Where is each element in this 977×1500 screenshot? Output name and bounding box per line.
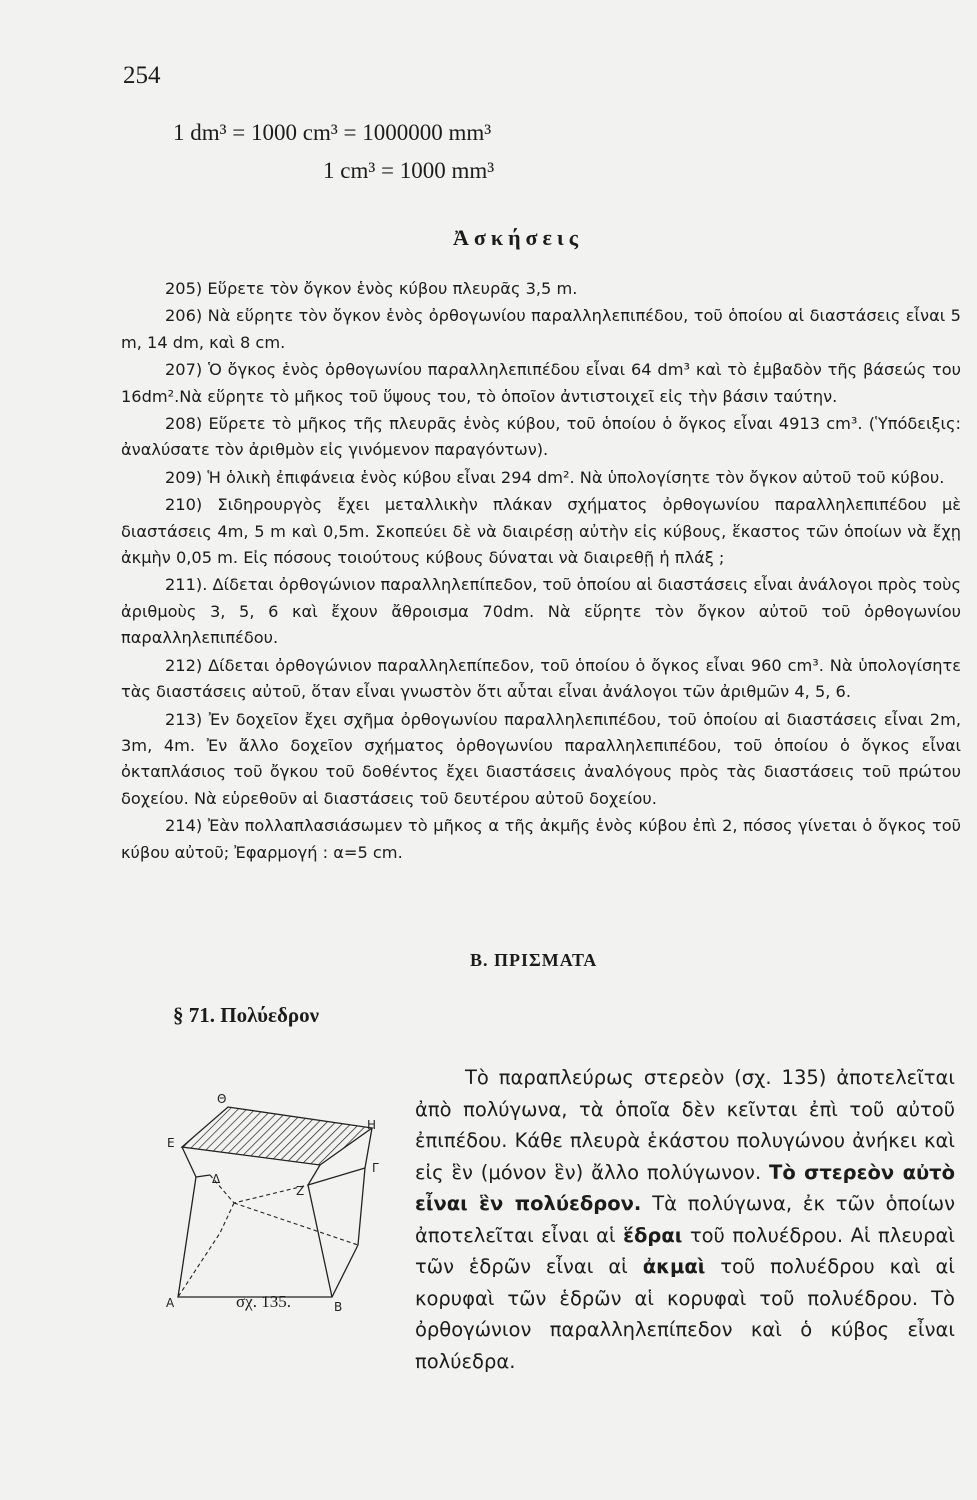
exercise-212: 212) Δίδεται ὀρθογώνιον παραλληλεπίπεδον, τοῦ ὁποίου ὁ ὄγκος εἶναι 960 cm³. Νὰ ὑπολογίσητε τὰς διαστάσεις αὐτοῦ, ὅταν εἶναι γνωστὸν ὅτι αὗται εἶναι ἀνάλογοι τῶν ἀριθμῶν 4, 5, 6.	[121, 655, 961, 702]
vertex-label-b: Β	[334, 1300, 343, 1314]
exercise-205: 205) Εὕρετε τὸν ὄγκον ἑνὸς κύβου πλευρᾶς 3,5 m.	[165, 279, 578, 298]
vertex-label-z: Ζ	[296, 1184, 305, 1198]
exercise-213: 213) Ἐν δοχεῖον ἔχει σχῆμα ὀρθογωνίου παραλληλεπιπέδου, τοῦ ὁποίου αἱ διαστάσεις εἶναι 2m, 3m, 4m. Ἐν ἄλλο δοχεῖον σχήματος ὀρθογωνίου παραλληλεπιπέδου, τοῦ ὁποίου ὁ ὄγκος εἶναι ὀκταπλάσιος τοῦ ὄγκου τοῦ δοθέντος ἔχει διαστάσεις ἀναλόγους πρὸς τὰς διαστάσεις τοῦ πρώτου δοχείου. Νὰ εὑρεθοῦν αἱ διαστάσεις τοῦ δευτέρου αὐτοῦ δοχείου.	[121, 709, 961, 808]
body-part-1: Τὸ παραπλεύρως στερεὸν (σχ. 135) ἀποτελεῖται ἀπὸ πολύγωνα, τὰ ὁποῖα δὲν κεῖνται ἐπὶ τοῦ αὐτοῦ ἐπιπέδου. Κάθε πλευρὰ ἑκάστου πολυγώνου ἀνήκει καὶ εἰς ἓν (μόνον ἓν) ἄλλο πολύγωνον.	[415, 1066, 955, 1184]
polyhedron-definition-text	[415, 1062, 955, 1377]
page-number: 254	[123, 62, 161, 89]
exercise-214: 214) Ἐὰν πολλαπλασιάσωμεν τὸ μῆκος α τῆς ἀκμῆς ἑνὸς κύβου ἐπὶ 2, πόσος γίνεται ὁ ὄγκος τοῦ κύβου αὐτοῦ; Ἐφαρμογή : α=5 cm.	[121, 816, 961, 862]
exercises-heading: Ἀσκήσεις	[453, 225, 584, 250]
exercise-206: 206) Νὰ εὕρητε τὸν ὄγκον ἑνὸς ὀρθογωνίου παραλληλεπιπέδου, τοῦ ὁποίου αἱ διαστάσεις εἶναι 5 m, 14 dm, καὶ 8 cm.	[121, 306, 961, 352]
exercise-208: 208) Εὕρετε τὸ μῆκος τῆς πλευρᾶς ἑνὸς κύβου, τοῦ ὁποίου ὁ ὄγκος εἶναι 4913 cm³. (Ὑπόδειξις: ἀναλύσατε τὸν ἀριθμὸν εἰς γινόμενον παραγόντων).	[121, 414, 961, 460]
vertex-label-theta: Θ	[217, 1092, 227, 1106]
section-71-title: § 71. Πολύεδρον	[173, 1003, 319, 1027]
exercise-210: 210) Σιδηρουργὸς ἔχει μεταλλικὴν πλάκαν σχήματος ὀρθογωνίου παραλληλεπιπέδου μὲ διαστάσεις 4m, 5 m καὶ 0,5m. Σκοπεύει δὲ νὰ διαιρέσῃ αὐτὴν εἰς κύβους, ἕκαστος τῶν ὁποίων νὰ ἔχῃ ἀκμὴν 0,05 m. Εἰς πόσους τοιούτους κύβους δύναται νὰ διαιρεθῇ ἡ πλάξ ;	[121, 495, 961, 568]
vertex-label-h: Η	[367, 1118, 377, 1132]
exercise-list	[121, 276, 961, 867]
exercise-211: 211). Δίδεται ὀρθογώνιον παραλληλεπίπεδον, τοῦ ὁποίου αἱ διαστάσεις εἶναι ἀνάλογοι πρὸς τοὺς ἀριθμοὺς 3, 5, 6 καὶ ἔχουν ἄθροισμα 70dm. Νὰ εὕρητε τὸν ὄγκον αὐτοῦ τοῦ ὀρθογωνίου παραλληλεπιπέδου.	[121, 575, 961, 648]
vertex-label-gamma: Γ	[372, 1161, 379, 1175]
volume-conversion-formula-2: 1 cm³ = 1000 mm³	[323, 158, 495, 183]
body-bold-edges: ἀκμαὶ	[642, 1255, 706, 1278]
body-bold-polyhedron: Τὸ στερεὸν αὐτὸ εἶναι ἓν πολύεδρον.	[415, 1160, 955, 1215]
volume-conversion-formula: 1 dm³ = 1000 cm³ = 1000000 mm³	[173, 120, 492, 145]
hidden-edges	[178, 1175, 358, 1297]
exercise-207: 207) Ὁ ὄγκος ἑνὸς ὀρθογωνίου παραλληλεπιπέδου εἶναι 64 dm³ καὶ τὸ ἐμβαδὸν τῆς βάσεώς του 16dm².Νὰ εὕρητε τὸ μῆκος τοῦ ὕψους του, τὸ ὁποῖον ἀντιστοιχεῖ εἰς τὴν βάσιν ταύτην.	[121, 360, 961, 406]
body-part-4: τοῦ πολυέδρου καὶ αἱ κορυφαὶ τῶν ἑδρῶν αἱ κορυφαὶ τοῦ πολυέδρου. Τὸ ὀρθογώνιον παραλληλεπίπεδον καὶ ὁ κύβος εἶναι πολύεδρα.	[415, 1255, 955, 1373]
prisms-heading: Β. ΠΡΙΣΜΑΤΑ	[470, 950, 598, 970]
vertex-label-a: Α	[166, 1296, 175, 1310]
figure-caption: σχ. 135.	[236, 1292, 291, 1311]
body-part-2: Τὰ πολύγωνα, ἐκ τῶν ὁποίων ἀποτελεῖται εἶναι αἱ	[415, 1192, 955, 1247]
vertex-label-e: Ε	[167, 1136, 175, 1150]
top-face	[182, 1107, 372, 1165]
body-part-3: τοῦ πολυέδρου. Αἱ πλευραὶ τῶν ἑδρῶν εἶναι αἱ	[415, 1223, 955, 1278]
exercise-209: 209) Ἡ ὁλικὴ ἐπιφάνεια ἑνὸς κύβου εἶναι 294 dm². Νὰ ὑπολογίσητε τὸν ὄγκον αὐτοῦ τοῦ κύβου.	[165, 467, 945, 487]
vertex-label-delta: Δ	[212, 1172, 221, 1186]
polyhedron-figure	[160, 1085, 400, 1325]
body-bold-faces: ἕδραι	[623, 1223, 683, 1247]
